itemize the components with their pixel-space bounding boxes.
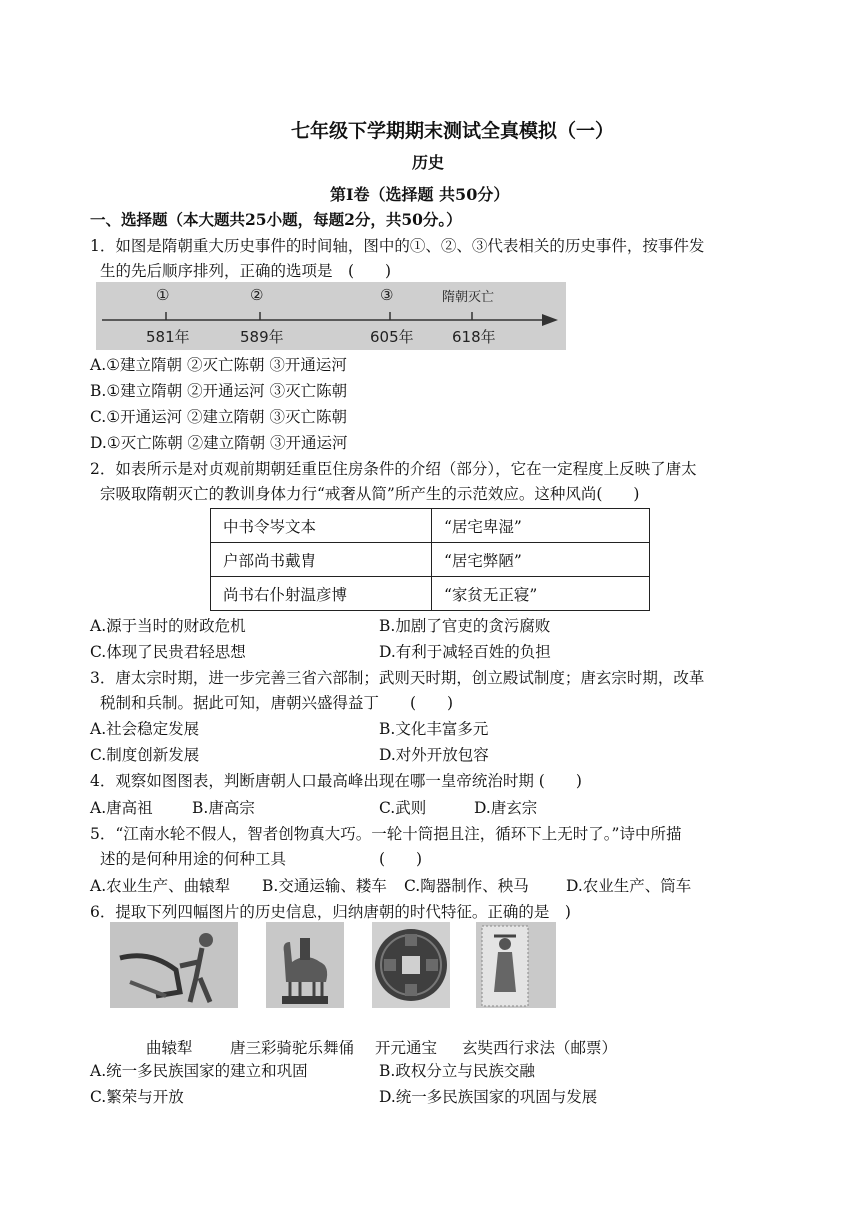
q2-stem-line2: 宗吸取隋朝灭亡的教训身体力行“戒奢从简”所产生的示范效应。这种风尚( ) — [100, 485, 640, 503]
page-title: 七年级下学期期末测试全真模拟（一） — [291, 120, 615, 142]
q3-option-c: C.制度创新发展 — [90, 746, 200, 764]
q4-option-d: D.唐玄宗 — [474, 799, 538, 817]
q6-stem: 6．提取下列四幅图片的历史信息，归纳唐朝的时代特征。正确的是 ) — [90, 903, 571, 921]
q4-option-c: C.武则 — [379, 799, 427, 817]
plow-illustration — [110, 922, 238, 1008]
table-cell-housing: “居宅卑湿” — [432, 509, 650, 543]
xuanzang-stamp-illustration — [476, 922, 556, 1008]
table-cell-official: 户部尚书戴胄 — [211, 543, 432, 577]
caption-coin: 开元通宝 — [375, 1039, 438, 1057]
stamp-picture — [476, 922, 556, 1008]
timeline-mark-2: ② — [250, 286, 264, 304]
q4-option-b: B.唐高宗 — [192, 799, 255, 817]
camel-figurine-illustration — [266, 922, 344, 1008]
q5-stem-line1: 5．“江南水轮不假人，智者创物真大巧。一轮十筒挹且注，循环下上无时了。”诗中所描 — [90, 825, 682, 843]
q3-option-b: B.文化丰富多元 — [379, 720, 489, 738]
volume-heading: 第Ⅰ卷（选择题 共50分） — [330, 185, 510, 204]
q3-stem-line1: 3．唐太宗时期，进一步完善三省六部制；武则天时期，创立殿试制度；唐玄宗时期，改革 — [90, 669, 705, 687]
table-row — [211, 509, 650, 543]
timeline-year-2: 589年 — [240, 328, 284, 346]
table-cell-housing: “居宅弊陋” — [432, 543, 650, 577]
caption-plow: 曲辕犁 — [146, 1039, 193, 1057]
q6-option-c: C.繁荣与开放 — [90, 1088, 184, 1106]
q1-option-d: D.①灭亡陈朝 ②建立隋朝 ③开通运河 — [90, 434, 348, 452]
section-heading: 一、选择题（本大题共25小题，每题2分，共50分。） — [90, 210, 462, 229]
timeline-mark-1: ① — [156, 286, 170, 304]
timeline-mark-3: ③ — [380, 286, 394, 304]
caption-stamp: 玄奘西行求法（邮票） — [462, 1039, 618, 1057]
q5-stem-line2: 述的是何种用途的何种工具 ( ) — [100, 850, 423, 868]
table-row — [211, 543, 650, 577]
q1-option-a: A.①建立隋朝 ②灭亡陈朝 ③开通运河 — [90, 356, 347, 374]
q4-stem: 4．观察如图图表，判断唐朝人口最高峰出现在哪一皇帝统治时期 ( ) — [90, 772, 582, 790]
q5-option-d: D.农业生产、筒车 — [566, 877, 692, 895]
table-cell-housing: “家贫无正寝” — [432, 577, 650, 611]
caption-camel-figurine: 唐三彩骑驼乐舞俑 — [230, 1039, 355, 1057]
plow-picture — [110, 922, 238, 1008]
table-cell-official: 中书令岑文本 — [211, 509, 432, 543]
timeline-mark-4: 隋朝灭亡 — [442, 290, 495, 305]
q1-option-c: C.①开通运河 ②建立隋朝 ③灭亡陈朝 — [90, 408, 347, 426]
kaiyuan-coin-illustration — [372, 922, 450, 1008]
q6-option-b: B.政权分立与民族交融 — [379, 1062, 535, 1080]
q6-option-a: A.统一多民族国家的建立和巩固 — [90, 1062, 308, 1080]
timeline-year-1: 581年 — [146, 328, 190, 346]
coin-picture — [372, 922, 450, 1008]
q2-option-b: B.加剧了官吏的贪污腐败 — [379, 617, 551, 635]
q2-housing-table — [210, 508, 650, 611]
q3-option-a: A.社会稳定发展 — [90, 720, 200, 738]
q2-option-d: D.有利于减轻百姓的负担 — [379, 643, 551, 661]
sui-timeline-figure — [96, 282, 566, 350]
q2-option-c: C.体现了民贵君轻思想 — [90, 643, 246, 661]
q3-option-d: D.对外开放包容 — [379, 746, 489, 764]
q5-option-a: A.农业生产、曲辕犁 — [90, 877, 231, 895]
timeline-year-4: 618年 — [452, 328, 496, 346]
q1-option-b: B.①建立隋朝 ②开通运河 ③灭亡陈朝 — [90, 382, 348, 400]
table-cell-official: 尚书右仆射温彦博 — [211, 577, 432, 611]
q6-option-d: D.统一多民族国家的巩固与发展 — [379, 1088, 598, 1106]
table-row — [211, 577, 650, 611]
q4-option-a: A.唐高祖 — [90, 799, 153, 817]
q2-option-a: A.源于当时的财政危机 — [90, 617, 246, 635]
q1-stem-line1: 1．如图是隋朝重大历史事件的时间轴，图中的①、②、③代表相关的历史事件，按事件发 — [90, 237, 705, 255]
subject-heading: 历史 — [412, 153, 445, 172]
timeline-year-3: 605年 — [370, 328, 414, 346]
q2-stem-line1: 2．如表所示是对贞观前期朝廷重臣住房条件的介绍（部分），它在一定程度上反映了唐太 — [90, 460, 697, 478]
q5-option-c: C.陶器制作、秧马 — [404, 877, 529, 895]
camel-figurine-picture — [266, 922, 344, 1008]
q5-option-b: B.交通运输、耧车 — [262, 877, 387, 895]
q3-stem-line2: 税制和兵制。据此可知，唐朝兴盛得益丁 ( ) — [100, 694, 454, 712]
q1-stem-line2: 生的先后顺序排列，正确的选项是 ( ) — [100, 262, 392, 280]
